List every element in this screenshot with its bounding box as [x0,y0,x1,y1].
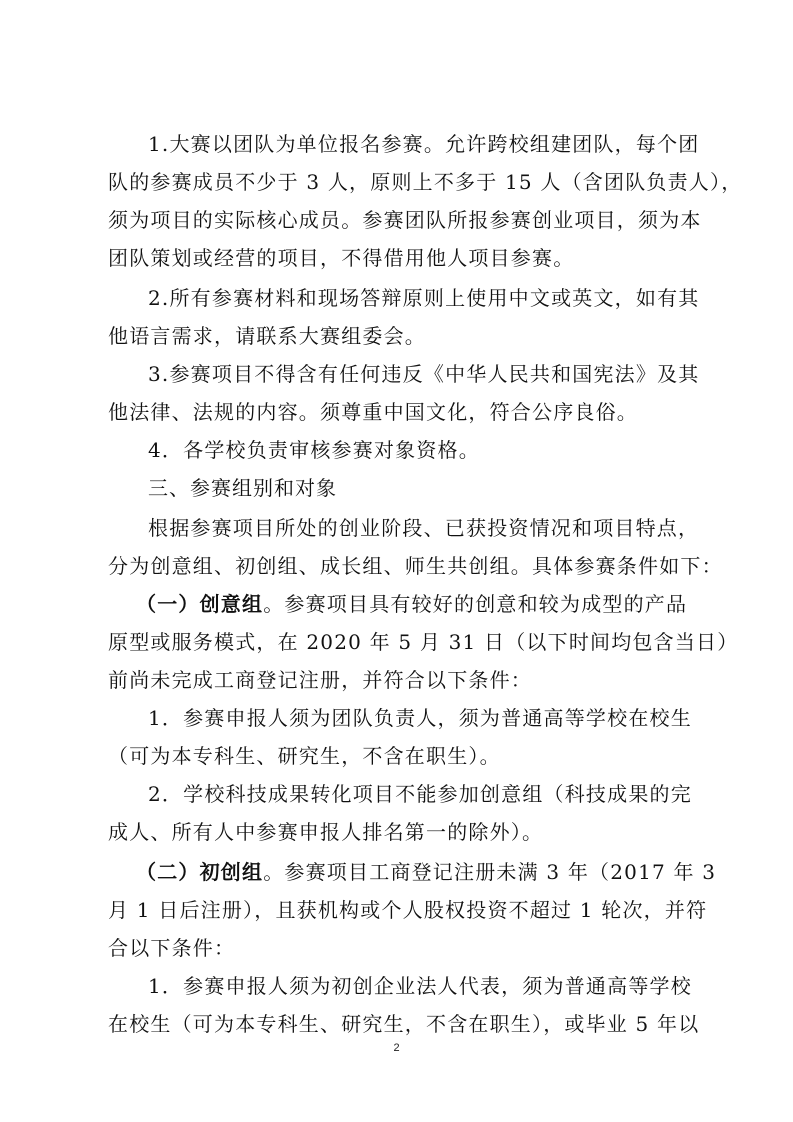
paragraph-1-line-4: 团队策划或经营的项目，不得借用他人项目参赛。 [108,246,575,270]
paragraph-5-line-2: 分为创意组、初创组、成长组、师生共创组。具体参赛条件如下： [108,554,723,578]
paragraph-3-line-2: 他法律、法规的内容。须尊重中国文化，符合公序良俗。 [108,400,638,424]
section-heading: 三、参赛组别和对象 [148,476,337,500]
paragraph-10-line-2: 在校生（可为本专科生、研究生，不含在职生），或毕业 5 年以 [108,1012,700,1036]
paragraph-2-line-1: 2.所有参赛材料和现场答辩原则上使用中文或英文，如有其 [148,286,700,310]
paragraph-1-line-1: 1.大赛以团队为单位报名参赛。允许跨校组建团队，每个团 [148,132,700,156]
paragraph-6-line-3: 前尚未完成工商登记注册，并符合以下条件： [108,668,532,692]
paragraph-5-line-1: 根据参赛项目所处的创业阶段、已获投资情况和项目特点， [148,516,700,540]
paragraph-6-line-1-text: 。参赛项目具有较好的创意和较为成型的产品 [263,592,688,616]
paragraph-9-line-1 [136,860,716,884]
paragraph-10-line-1: 1．参赛申报人须为初创企业法人代表，须为普通高等学校 [148,974,692,998]
paragraph-9-line-3: 合以下条件： [108,936,236,960]
paragraph-9-line-2: 月 1 日后注册），且获机构或个人股权投资不超过 1 轮次，并符 [108,898,708,922]
paragraph-4-line-1: 4．各学校负责审核参赛对象资格。 [148,438,480,462]
paragraph-3-line-1: 3.参赛项目不得含有任何违反《中华人民共和国宪法》及其 [148,362,700,386]
paragraph-6-line-1 [136,592,687,616]
paragraph-6-line-2: 原型或服务模式，在 2020 年 5 月 31 日（以下时间均包含当日） [108,630,739,654]
paragraph-7-line-1: 1．参赛申报人须为团队负责人，须为普通高等学校在校生 [148,706,692,730]
paragraph-8-line-1: 2．学校科技成果转化项目不能参加创意组（科技成果的完 [148,782,692,806]
paragraph-7-line-2: （可为本专科生、研究生，不含在职生）。 [108,744,501,768]
paragraph-1-line-2: 队的参赛成员不少于 3 人，原则上不多于 15 人（含团队负责人）， [108,170,743,194]
subheading-creative-group: （一）创意组 [136,592,264,616]
paragraph-9-line-1-text: 。参赛项目工商登记注册未满 3 年（2017 年 3 [263,860,717,884]
paragraph-8-line-2: 成人、所有人中参赛申报人排名第一的除外）。 [108,820,544,844]
page-number: 2 [393,1042,400,1054]
subheading-startup-group: （二）初创组 [136,860,264,884]
paragraph-1-line-3: 须为项目的实际核心成员。参赛团队所报参赛创业项目，须为本 [108,208,702,232]
paragraph-2-line-2: 他语言需求，请联系大赛组委会。 [108,324,426,348]
